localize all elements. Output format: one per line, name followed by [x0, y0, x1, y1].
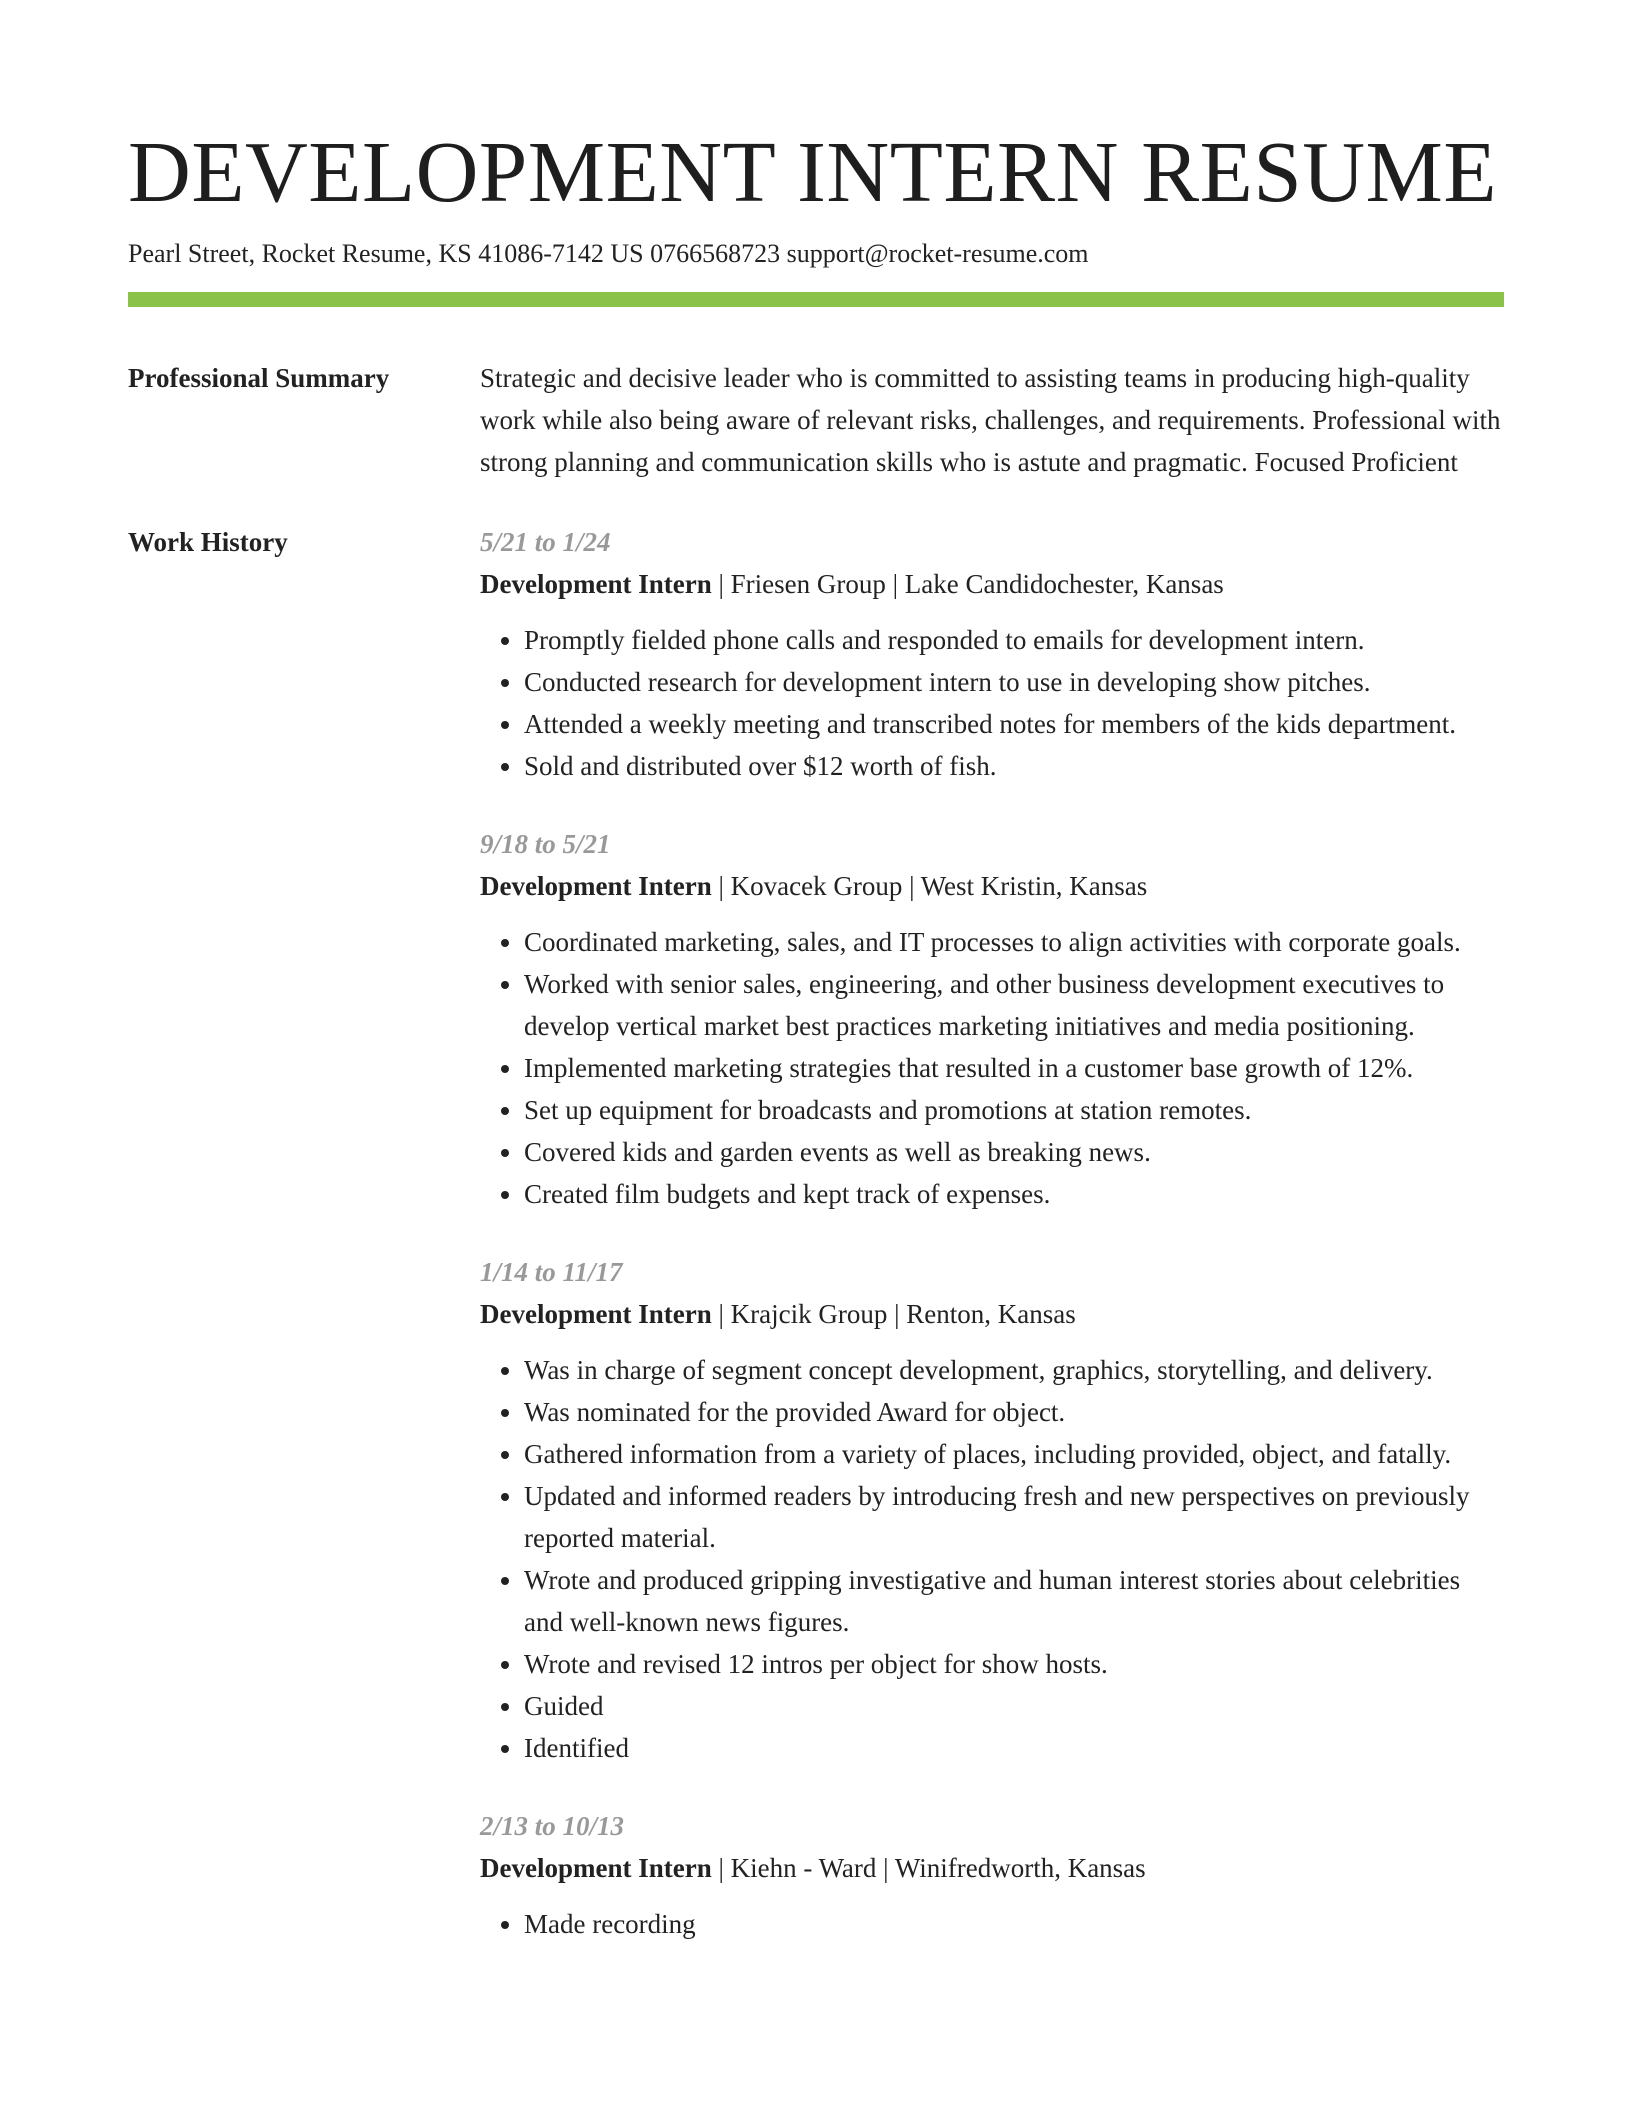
list-item: • Conducted research for development intern to use in developing show pitches.: [524, 661, 1504, 703]
list-item: • Wrote and revised 12 intros per object for show hosts.: [524, 1643, 1504, 1685]
summary-label: Professional Summary: [128, 363, 390, 393]
job-dates: 9/18 to 5/21: [480, 829, 611, 859]
work-history-section: [128, 521, 1504, 1945]
list-item: • Covered kids and garden events as well as breaking news.: [524, 1131, 1504, 1173]
job-title: Development Intern: [480, 1299, 712, 1329]
job-entry: [480, 521, 1504, 787]
job-entry: [480, 823, 1504, 1215]
list-item: • Wrote and produced gripping investigative and human interest stories about celebrities and well-known news figures.: [524, 1559, 1504, 1643]
list-item: • Worked with senior sales, engineering, and other business development executives to develop vertical market best practices marketing initiatives and media positioning.: [524, 963, 1504, 1047]
summary-text: Strategic and decisive leader who is committed to assisting teams in producing high-quality work while also being aware of relevant risks, challenges, and requirements. Professional with strong planning and communication skills who is astute and pragmatic. Focused Proficient: [480, 363, 1501, 477]
list-item: • Attended a weekly meeting and transcribed notes for members of the kids department.: [524, 703, 1504, 745]
job-title: Development Intern: [480, 871, 712, 901]
list-item: • Set up equipment for broadcasts and promotions at station remotes.: [524, 1089, 1504, 1131]
job-title: Development Intern: [480, 569, 712, 599]
list-item: • Identified: [524, 1727, 1504, 1769]
job-heading: [480, 563, 1504, 605]
resume-title: DEVELOPMENT INTERN RESUME: [128, 123, 1498, 220]
job-bullet-list: [480, 1349, 1504, 1769]
job-company-location: | Kiehn - Ward | Winifredworth, Kansas: [711, 1853, 1146, 1883]
job-list: [480, 521, 1504, 1945]
job-entry: [480, 1251, 1504, 1769]
list-item: • Implemented marketing strategies that resulted in a customer base growth of 12%.: [524, 1047, 1504, 1089]
list-item: • Sold and distributed over $12 worth of fish.: [524, 745, 1504, 787]
summary-section: [128, 357, 1504, 483]
job-heading: [480, 1293, 1504, 1335]
job-company-location: | Kovacek Group | West Kristin, Kansas: [711, 871, 1148, 901]
job-dates: 2/13 to 10/13: [480, 1811, 625, 1841]
job-bullet-list: [480, 921, 1504, 1215]
job-bullet-list: [480, 1903, 1504, 1945]
list-item: • Promptly fielded phone calls and responded to emails for development intern.: [524, 619, 1504, 661]
work-history-label: Work History: [128, 527, 288, 557]
list-item: • Created film budgets and kept track of expenses.: [524, 1173, 1504, 1215]
job-title: Development Intern: [480, 1853, 712, 1883]
list-item: • Coordinated marketing, sales, and IT processes to align activities with corporate goals.: [524, 921, 1504, 963]
header-divider: [128, 292, 1504, 307]
list-item: • Was in charge of segment concept development, graphics, storytelling, and delivery.: [524, 1349, 1504, 1391]
list-item: • Was nominated for the provided Award for object.: [524, 1391, 1504, 1433]
job-entry: [480, 1805, 1504, 1945]
contact-line: Pearl Street, Rocket Resume, KS 41086-7142 US 0766568723 support@rocket-resume.com: [128, 239, 1089, 268]
job-dates: 1/14 to 11/17: [480, 1257, 623, 1287]
job-company-location: | Friesen Group | Lake Candidochester, Kansas: [711, 569, 1224, 599]
job-heading: [480, 1847, 1504, 1889]
list-item: • Gathered information from a variety of places, including provided, object, and fatally.: [524, 1433, 1504, 1475]
job-bullet-list: [480, 619, 1504, 787]
job-dates: 5/21 to 1/24: [480, 527, 611, 557]
job-company-location: | Krajcik Group | Renton, Kansas: [711, 1299, 1076, 1329]
job-heading: [480, 865, 1504, 907]
resume-page: [128, 0, 1504, 1945]
list-item: • Guided: [524, 1685, 1504, 1727]
list-item: • Updated and informed readers by introducing fresh and new perspectives on previously reported material.: [524, 1475, 1504, 1559]
list-item: • Made recording: [524, 1903, 1504, 1945]
